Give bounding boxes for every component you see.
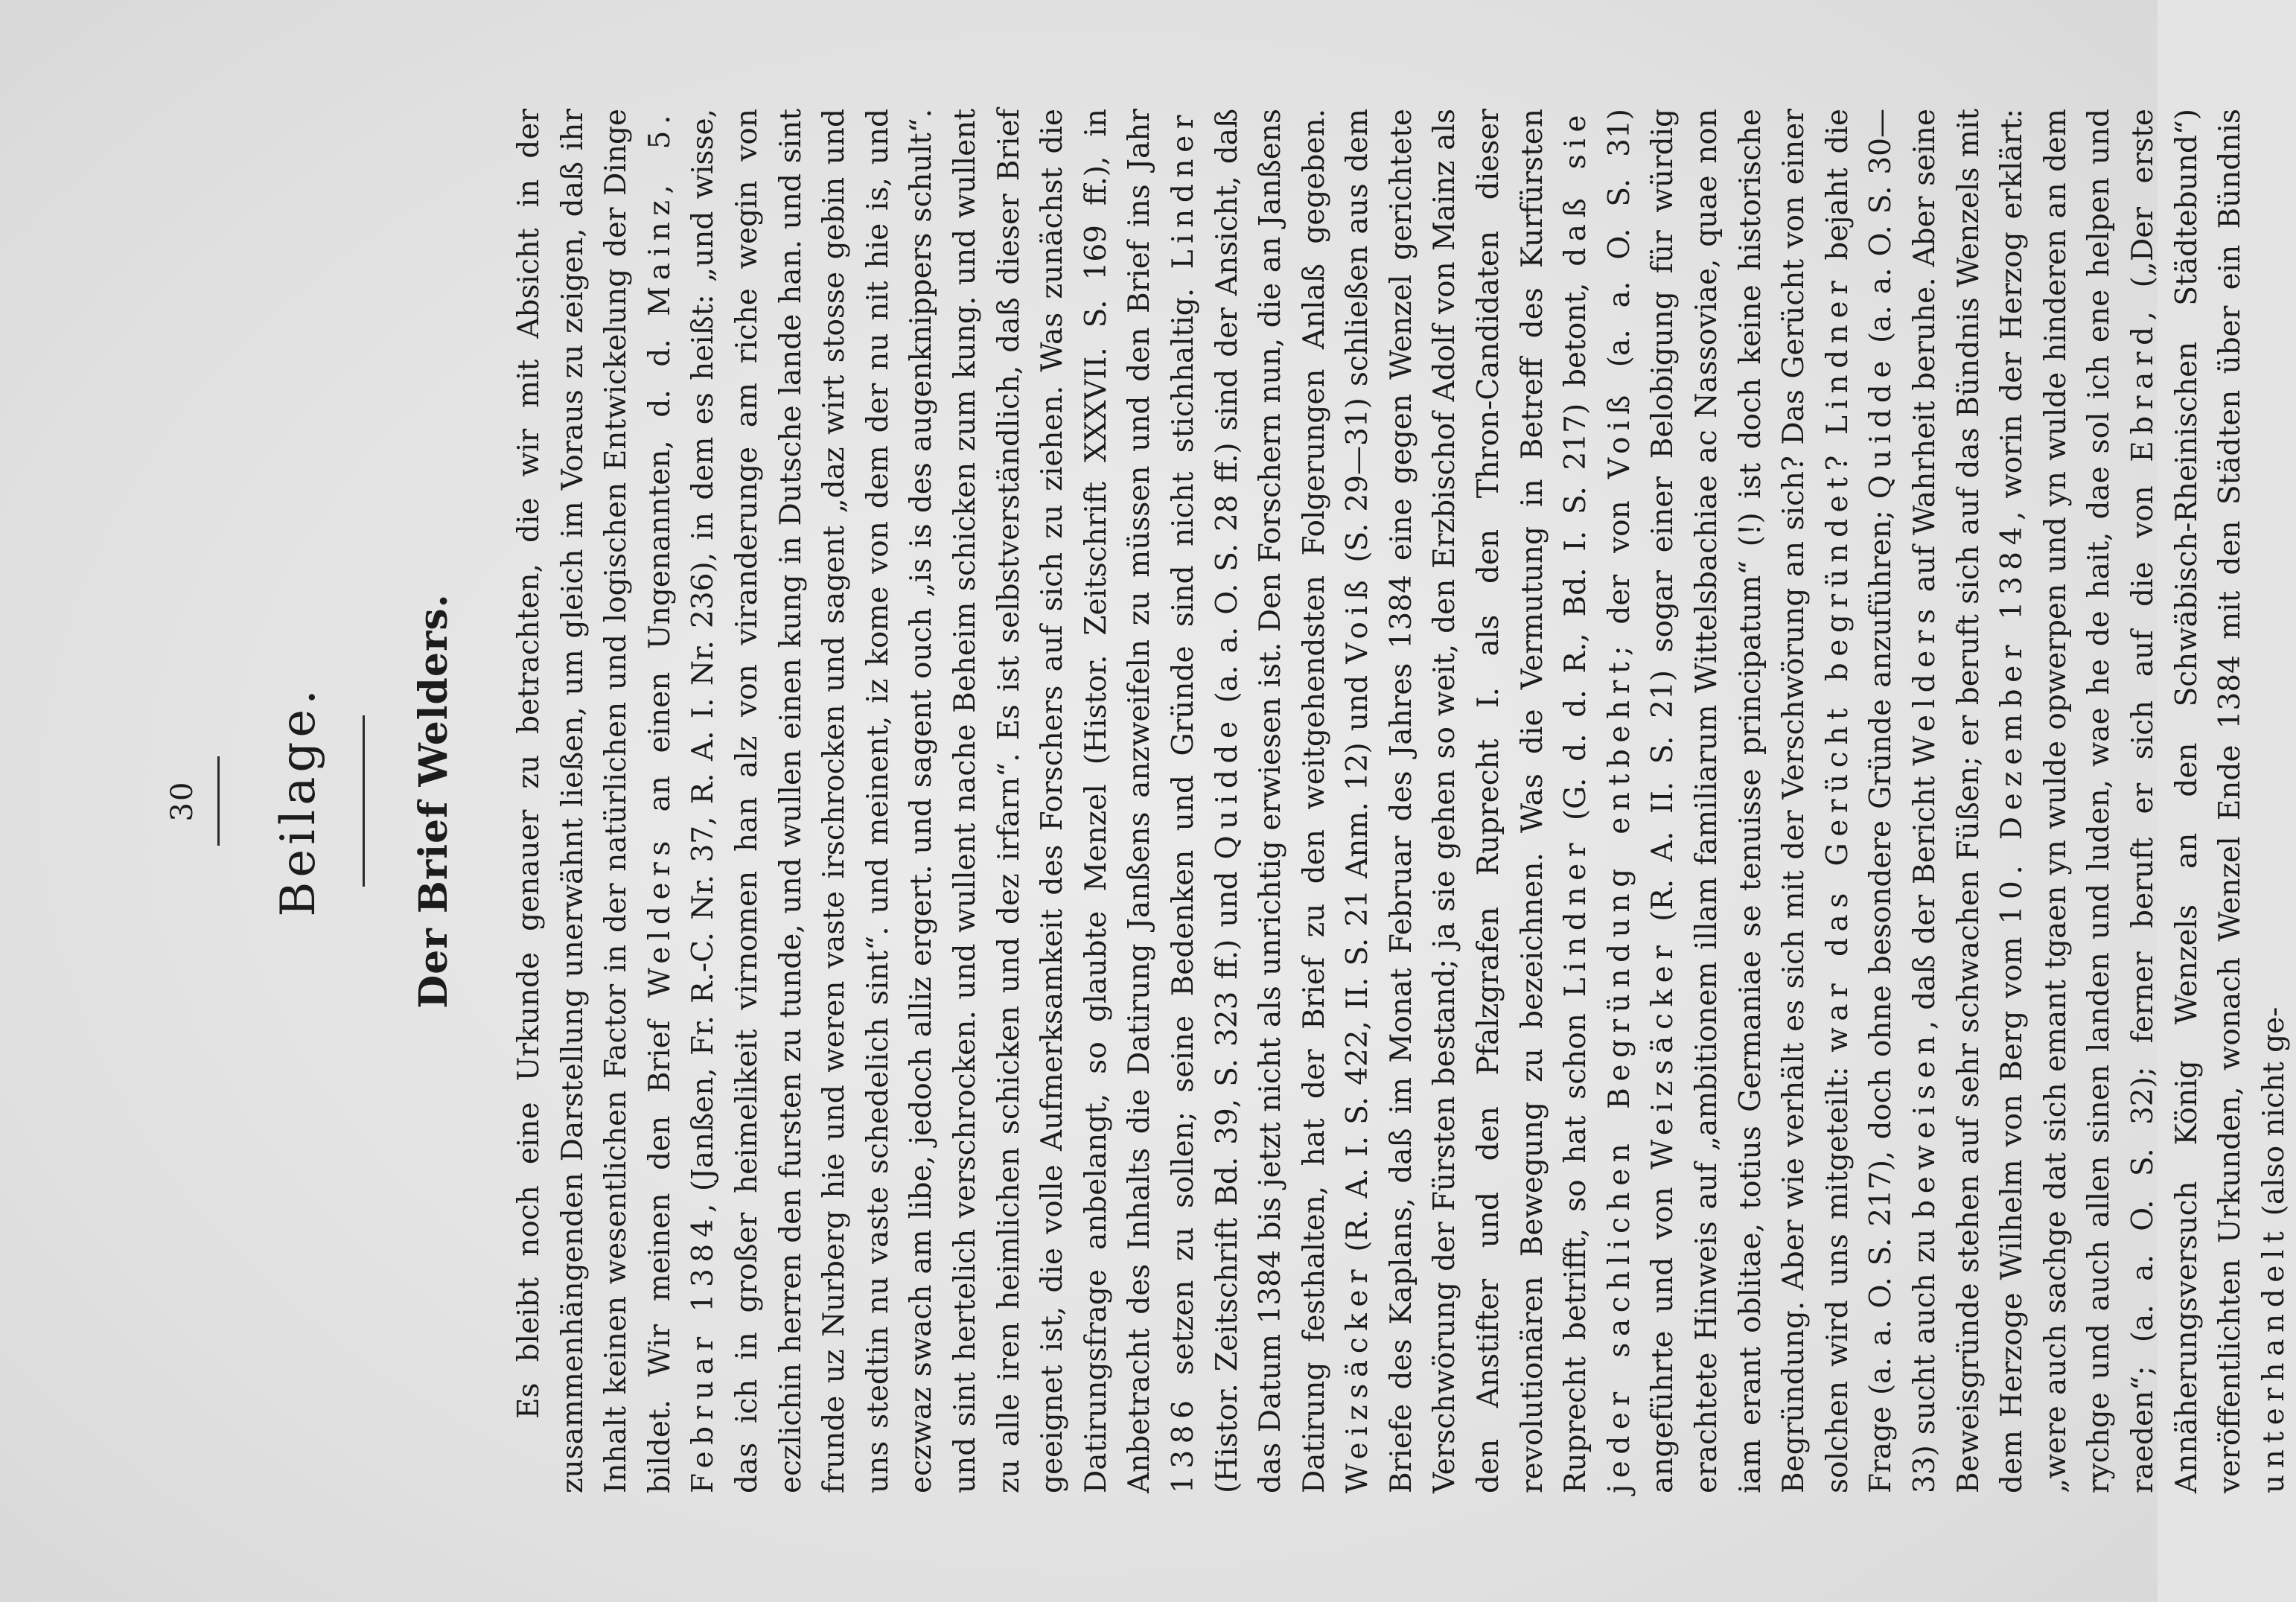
page-number: 30 (165, 780, 200, 822)
spaced-emphasis: daß sie jeder sachlichen Begründung entbehrt (1559, 109, 1636, 1493)
spaced-emphasis: unterhandelt (2257, 1225, 2291, 1493)
spaced-name: Welders (1908, 602, 1942, 766)
section-subheading: Der Brief Welders. (411, 593, 456, 1009)
text-run: Es bleibt noch eine Urkunde genauer zu betrachten, die wir mit Absicht in der zusammenhängenden Darstellung unerwähnt ließen, um gleich im Voraus zu zeigen, daß ihr Inhalt keinen wesentlichen Factor in der natürlichen und logischen Entwickelung der Dinge bildet. Wir meinen den Brief (512, 109, 677, 1493)
spaced-emphasis: beweisen (1908, 1029, 1942, 1219)
text-run: , („Der erste Annäherungsversuch König Wenzels an den Schwäbisch-Rheinischen Städtebund“) veröffentlichten Urkunden, wonach Wenzel Ende 1384 mit den Städten über ein Bündnis (2126, 109, 2248, 1493)
text-run: auf Wahrheit beruhe. Aber seine Beweisgründe stehen auf sehr schwachen Füßen; er beruft sich auf das Bündnis Wenzels mit dem Herzoge Wilhelm von Berg vom (1908, 108, 2029, 1493)
spaced-name: Lindner (1166, 109, 1200, 269)
text-run: (S. 29—31) schließen aus dem Briefe des Kaplans, daß im Monat Februar des Jahres 1384 eine gegen Wenzel gerichtete Verschwörung der Fürsten bestand; ja sie gehen so weit, den Erzbischof Adolf von Mainz als den Anstifter und den Pfalzgrafen Ruprecht I. als den Thron-Candidaten dieser revolutionären Bewegung zu bezeichnen. Was die Vermutung in Betreff des Kurfürsten Ruprecht betrifft, so hat schon (1341, 109, 1593, 1493)
spaced-name: Welders (642, 834, 677, 998)
text-run: , (Janßen, Fr. R.-C. Nr. 37, R. A. I. Nr. 236), in dem es heißt: „und wisse, das ich in großer heimelikeit virnomen han alz von viranderunge am riche wegin von eczlichin herren den fursten zu tunde, und wullen einen kung in Dutsche lande han. und sint frunde uz Nurberg hie und weren vaste irschrocken und sagent „daz wirt stosse gebin und uns stedtin nu vaste schedelich sint“. und meinent, iz kome von dem der nu nit hie is, und eczwaz swach am libe, jedoch alliz ergert. und sagent ouch „is is des augenknippers schult“. und sint hertelich verschrocken. und wullent nache Beheim schicken zum kung. und wullent zu alle iren heimlichen schicken und dez irfarn“. Es ist selbstverständlich, daß dieser Brief geeignet ist, die volle Aufmerksamkeit des Forschers auf sich zu ziehen. Was zunächst die Datirungsfrage anbelangt, so glaubte Menzel (Histor. Zeitschrift XXXVII. S. 169 ff.), in Anbetracht des Inhalts die Datirung Janßens anzweifeln zu müssen und den Brief ins Jahr (686, 109, 1157, 1493)
spaced-emphasis: war das Gerücht begründet? (1820, 448, 1855, 1053)
text-run: ; der von (1602, 479, 1636, 656)
text-run: (R. A. II. S. 21) sogar einer Belobigung für würdig erachtete Hinweis auf „ambitionem illam familiarum Wittelsbachiae ac Nassoviae, quae non iam erant oblitae, totius Germaniae se tenuisse principatum“ (!) ist doch keine historische Begründung. Aber wie verhält es sich mit der Verschwörung an sich? Das Gerücht von einer solchen wird uns mitgeteilt: (1646, 109, 1855, 1493)
spaced-name: Quidde (1210, 715, 1244, 860)
spaced-date: 10. Dezember 1384 (1995, 520, 2029, 925)
text-run: setzen zu sollen; seine Bedenken und Gründe sind nicht stichhaltig. (1166, 269, 1200, 1394)
text-run: (a. a. O. S. 30—33) sucht auch zu (1864, 109, 1942, 1493)
spaced-name: Weizsäcker (1341, 1263, 1375, 1493)
spaced-date: Mainz, 5. Februar 1384 (642, 109, 721, 1493)
spaced-name: Lindner (1820, 274, 1855, 435)
text-run: bejaht die Frage (a. a. O. S. 217), doch ohne besondere Gründe anzuführen; (1820, 109, 1898, 1493)
text-run: (a. a. O. S. 28 ff.) sind der Ansicht, daß das Datum 1384 bis jetzt nicht als unrichtig erwiesen ist. Den Forschern nun, die an Janßens Datirung festhalten, hat der Brief zu den weitgehendsten Folgerungen Anlaß gegeben. (1210, 109, 1331, 1493)
spaced-year: 1386 (1166, 1394, 1200, 1493)
spaced-name: Voiß (1602, 389, 1636, 479)
text-run: (Histor. Zeitschrift Bd. 39, S. 323 ff.) und (1210, 859, 1244, 1493)
rotated-document-page (68, 64, 2291, 1538)
spaced-name: Weizsäcker (1646, 939, 1680, 1169)
body-paragraph (508, 109, 2296, 1493)
text-run (1821, 435, 1855, 449)
rule-under-heading (363, 715, 365, 887)
text-run: (a. a. O. S. 31) angeführte und von (1602, 108, 1680, 1493)
text-run: (also nicht ge- (2257, 1006, 2291, 1225)
spaced-name: Lindner (1559, 836, 1593, 998)
text-run: (R. A. I. S. 422, II. S. 21 Anm. 12) und (1341, 663, 1375, 1263)
text-run: , daß der Bericht (1908, 765, 1942, 1030)
text-run: , worin der Herzog erklärt: „were auch sachge dat sich emant tgaen yn wulde opwerpen und yn wulde hinderen an dem rychge und auch allen sinen landen und luden, wae he de hait, dae sol ich ene helpen und raeden“; (a. a. O. S. 32); ferner beruft er sich auf die von (1995, 108, 2160, 1493)
spaced-name: Quidde (1864, 354, 1898, 500)
spaced-name: Ebrard (2126, 320, 2160, 462)
section-heading: Beilage. (271, 685, 326, 917)
text-run: (G. d. d. R., Bd. I. S. 217) betont, (1559, 266, 1593, 837)
text-run: an einen Ungenannten, d. d. (642, 316, 677, 835)
spaced-name: Voiß (1341, 573, 1375, 664)
rule-under-page-number (217, 756, 220, 846)
body-text (508, 109, 2296, 1493)
